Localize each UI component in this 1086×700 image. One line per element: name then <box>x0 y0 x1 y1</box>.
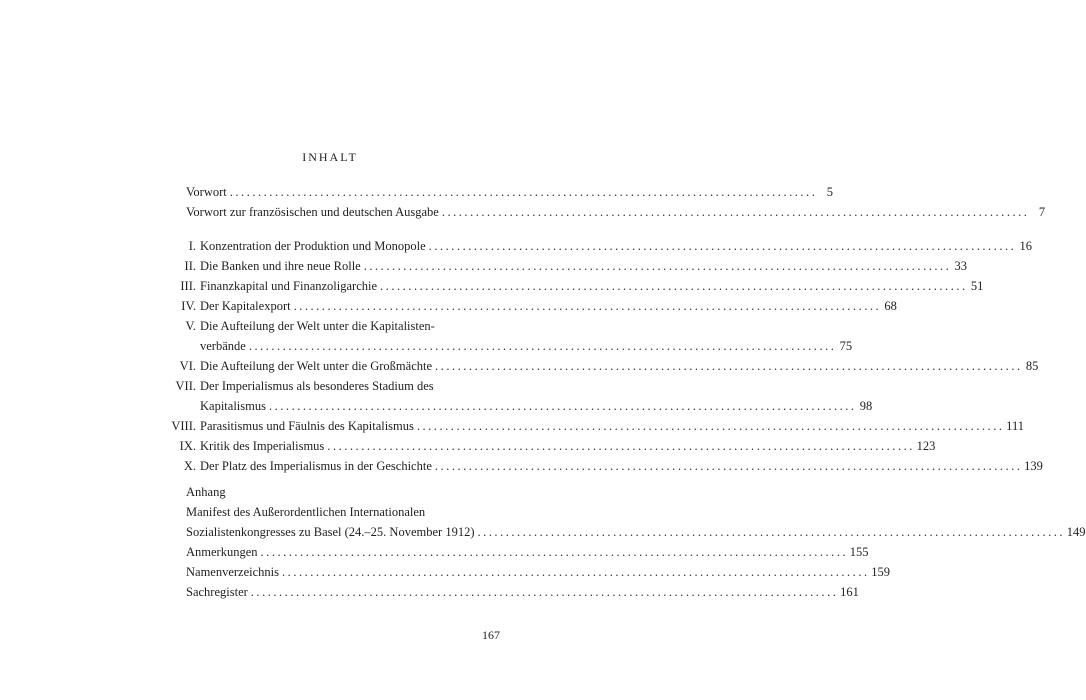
leader-dots <box>266 396 858 416</box>
toc-entry-continuation <box>186 522 1086 542</box>
toc-chapter <box>175 376 498 396</box>
toc-chapter <box>184 256 967 276</box>
leader-dots <box>291 296 883 316</box>
toc-chapter-continuation <box>186 396 873 416</box>
toc-chapter <box>179 436 936 456</box>
entry-page: 5 <box>826 185 834 199</box>
leader-dots <box>432 456 1024 476</box>
chapter-number: X. <box>183 459 196 473</box>
appendix-label: Anhang <box>186 485 226 499</box>
toc-entry <box>186 582 859 602</box>
chapter-page: 51 <box>970 279 984 293</box>
leader-dots <box>324 436 916 456</box>
toc-entry <box>186 182 834 202</box>
chapter-number: VII. <box>175 379 196 393</box>
leader-dots <box>258 542 850 562</box>
chapter-number: IX. <box>179 439 196 453</box>
toc-front-matter <box>186 182 1046 222</box>
toc-chapter <box>181 296 897 316</box>
page-number: 167 <box>482 628 500 642</box>
entry-page: 155 <box>849 545 869 559</box>
entry-title: Anmerkungen <box>186 545 258 559</box>
toc-chapters <box>171 236 1043 476</box>
leader-dots <box>279 562 871 582</box>
toc-chapter <box>180 276 984 296</box>
chapter-number: I. <box>188 239 196 253</box>
chapter-title: Konzentration der Produktion und Monopole <box>200 239 426 253</box>
toc-chapter <box>186 316 498 336</box>
chapter-title: Der Imperialismus als besonderes Stadium des <box>200 379 434 393</box>
entry-page: 161 <box>840 585 859 599</box>
leader-dots <box>439 202 1031 222</box>
toc-entry <box>186 542 869 562</box>
leader-dots <box>426 236 1018 256</box>
entry-title-continued: Sozialistenkongresses zu Basel (24.–25. November 1912) <box>186 525 475 539</box>
chapter-title: Der Kapitalexport <box>200 299 291 313</box>
chapter-page: 68 <box>884 299 897 313</box>
leader-dots <box>414 416 1006 436</box>
chapter-page: 111 <box>1006 419 1024 433</box>
chapter-page: 16 <box>1019 239 1032 253</box>
leader-dots <box>377 276 969 296</box>
chapter-page: 85 <box>1025 359 1039 373</box>
toc-entry <box>186 202 1046 222</box>
toc-chapter <box>171 416 1024 436</box>
chapter-title: Finanzkapital und Finanzoligarchie <box>200 279 378 293</box>
chapter-number: VI. <box>179 359 196 373</box>
toc-heading: INHALT <box>302 150 358 164</box>
chapter-title-continued: verbände <box>200 339 246 353</box>
toc-chapter <box>183 456 1043 476</box>
leader-dots <box>361 256 953 276</box>
chapter-number: VIII. <box>171 419 196 433</box>
toc-entry <box>186 502 498 522</box>
chapter-page: 33 <box>954 259 967 273</box>
toc-appendix <box>186 482 1086 602</box>
leader-dots <box>248 582 840 602</box>
leader-dots <box>474 522 1066 542</box>
chapter-number: IV. <box>181 299 196 313</box>
entry-page: 7 <box>1038 205 1046 219</box>
chapter-page: 123 <box>916 439 936 453</box>
leader-dots <box>246 336 838 356</box>
chapter-number: V. <box>185 319 196 333</box>
appendix-label-row <box>186 482 498 502</box>
toc-entry <box>186 562 891 582</box>
toc-chapter-continuation <box>186 336 853 356</box>
chapter-number: III. <box>180 279 196 293</box>
toc-chapter <box>179 356 1039 376</box>
chapter-title: Die Banken und ihre neue Rolle <box>200 259 361 273</box>
entry-page: 149 <box>1066 525 1086 539</box>
chapter-title-continued: Kapitalismus <box>200 399 266 413</box>
chapter-number: II. <box>184 259 196 273</box>
chapter-page: 75 <box>839 339 853 353</box>
chapter-title: Kritik des Imperialismus <box>200 439 325 453</box>
entry-page: 159 <box>871 565 891 579</box>
leader-dots <box>432 356 1024 376</box>
chapter-page: 139 <box>1024 459 1043 473</box>
chapter-title: Die Aufteilung der Welt unter die Kapitalisten- <box>200 319 435 333</box>
toc-chapter <box>186 236 1032 256</box>
entry-title: Vorwort <box>186 185 227 199</box>
chapter-title: Parasitismus und Fäulnis des Kapitalismus <box>200 419 414 433</box>
chapter-title: Der Platz des Imperialismus in der Geschichte <box>200 459 432 473</box>
leader-dots <box>227 182 819 202</box>
chapter-page: 98 <box>859 399 873 413</box>
entry-title: Namenverzeichnis <box>186 565 280 579</box>
entry-title: Vorwort zur französischen und deutschen Ausgabe <box>186 205 439 219</box>
chapter-title: Die Aufteilung der Welt unter die Großmächte <box>200 359 433 373</box>
entry-title: Sachregister <box>186 585 248 599</box>
entry-title: Manifest des Außerordentlichen Internationalen <box>186 505 426 519</box>
